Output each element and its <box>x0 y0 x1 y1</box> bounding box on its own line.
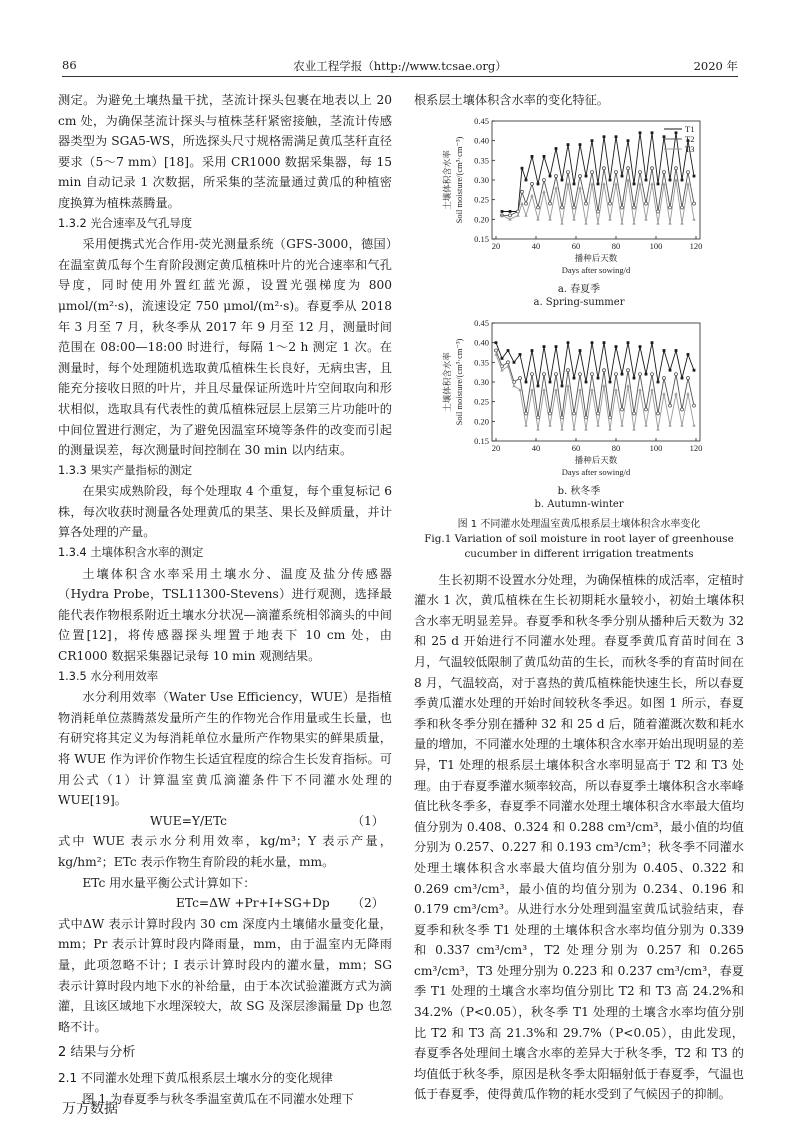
chart0-point-T1 <box>525 178 528 181</box>
chart1-point-T3 <box>578 388 581 391</box>
paragraph-fig-intro-cont: 根系层土壤体积含水率的变化特征。 <box>414 93 609 107</box>
chart0-x-tick-label: 80 <box>611 240 621 251</box>
chart1-plot-frame <box>492 323 700 441</box>
chart1-point-T3 <box>686 392 689 395</box>
chart0-point-T2 <box>597 210 600 213</box>
chart1-point-T2 <box>645 408 648 411</box>
chart1-point-T1 <box>597 376 600 379</box>
chart0-point-T2 <box>609 202 612 205</box>
chart1-y-tick-label: 0.20 <box>474 415 489 426</box>
chart0-y-axis-label-en: Soil moisture/(cm³·cm⁻³) <box>454 136 464 223</box>
chart1-point-T2 <box>549 412 552 415</box>
chart0-point-T1 <box>579 143 582 146</box>
chart1-point-T3 <box>674 392 677 395</box>
footer-watermark: 万方数据 <box>62 1101 118 1117</box>
chart1-point-T2 <box>681 408 684 411</box>
chart0-point-T3 <box>644 217 647 220</box>
chart1-point-T3 <box>524 423 527 426</box>
fig-a-caption-cn: a. 春夏季 <box>557 283 601 295</box>
chart0-point-T2 <box>669 206 672 209</box>
chart1-point-T3 <box>530 388 533 391</box>
chart0-point-T1 <box>693 174 696 177</box>
chart0-point-T3 <box>554 186 557 189</box>
chart0-point-T1 <box>615 135 618 138</box>
chart1-point-T2 <box>675 372 678 375</box>
heading-1-3-5: 1.3.5 水分利用效率 <box>58 669 159 683</box>
paragraph-yield: 在果实成熟阶段，每个处理取 4 个重复，每个重复标记 6 株，每次收获时测量各处理黄瓜的果茎、果长及鲜质量，并计算各处理的产量。 <box>58 484 392 540</box>
chart0-y-tick-label: 0.30 <box>474 174 489 185</box>
chart1-point-T3 <box>620 423 623 426</box>
chart1-point-T2 <box>495 349 498 352</box>
chart0-point-T2 <box>651 166 654 169</box>
chart0-point-T2 <box>615 170 618 173</box>
chart1-point-T3 <box>512 384 515 387</box>
chart1-point-T3 <box>680 423 683 426</box>
paragraph-fig-intro: 图 1 为春夏季与秋冬季温室黄瓜在不同灌水处理下 <box>82 1091 354 1106</box>
chart1-point-T2 <box>591 372 594 375</box>
chart0-point-T1 <box>657 182 660 185</box>
chart0-point-T2 <box>633 206 636 209</box>
chart0-point-T3 <box>578 186 581 189</box>
chart1-point-T2 <box>519 376 522 379</box>
section-heading-2: 2 结果与分析 <box>58 1045 136 1061</box>
chart1-point-T2 <box>585 415 588 418</box>
chart0-x-tick-label: 60 <box>571 240 581 251</box>
chart0-point-T2 <box>543 178 546 181</box>
chart0-point-T2 <box>693 202 696 205</box>
chart1-point-T3 <box>542 388 545 391</box>
chart1-point-T1 <box>573 376 576 379</box>
chart0-point-T1 <box>651 131 654 134</box>
chart1-point-T1 <box>531 349 534 352</box>
chart0-point-T1 <box>555 147 558 150</box>
chart0-legend-label-T1: T1 <box>685 123 695 134</box>
chart1-point-T2 <box>573 412 576 415</box>
chart0-point-T2 <box>567 170 570 173</box>
chart0-point-T3 <box>632 221 635 224</box>
chart1-point-T1 <box>615 345 618 348</box>
chart0-point-T3 <box>524 213 527 216</box>
chart1-point-T3 <box>626 384 629 387</box>
chart1-point-T1 <box>507 349 510 352</box>
chart0-y-tick-label: 0.25 <box>474 194 489 205</box>
chart0-point-T3 <box>602 182 605 185</box>
chart0-x-tick-label: 100 <box>649 240 663 251</box>
chart1-point-T1 <box>669 368 672 371</box>
chart0-point-T1 <box>663 135 666 138</box>
chart0-point-T2 <box>645 202 648 205</box>
chart1-x-tick-label: 120 <box>689 442 703 453</box>
chart1-point-T2 <box>543 372 546 375</box>
chart1-point-T1 <box>645 372 648 375</box>
chart0-point-T3 <box>536 217 539 220</box>
figure-caption-cn: 图 1 不同灌水处理温室黄瓜根系层土壤体积含水率变化 <box>457 518 701 530</box>
paragraph-wue: 水分利用效率（Water Use Efficiency，WUE）是指植物消耗单位蒸腾蒸发量所产生的作物光合作用量或生长量，也有研究将其定义为每消耗单位水量所产作物果实的鲜果质量，将 WUE 作为评价作物生长适宜程度的综合生长发育指标。可用公式（1）计算温室黄瓜滴灌条件下不同灌水处理的 WUE[19]。 <box>58 690 392 808</box>
chart0-point-T3 <box>516 213 519 216</box>
chart1-x-tick-label: 60 <box>571 442 581 453</box>
chart1-point-T3 <box>650 388 653 391</box>
chart0-point-T1 <box>669 178 672 181</box>
chart0-point-T2 <box>603 166 606 169</box>
chart1-x-axis-label-cn: 播种后天数 <box>574 455 618 466</box>
chart1-point-T1 <box>495 341 498 344</box>
chart0-point-T2 <box>585 202 588 205</box>
chart0-point-T2 <box>591 170 594 173</box>
chart0-point-T2 <box>627 166 630 169</box>
chart1-point-T2 <box>537 415 540 418</box>
paragraph-photosynthesis: 采用便携式光合作用-荧光测量系统（GFS-3000，德国）在温室黄瓜每个生育阶段测定黄瓜植株叶片的光合速率和气孔导度，同时使用外置红蓝光源，设置光强梯度为 800 μmol/(m²·s)，流速设定 750 μmol/(m²·s)。春夏季从 2018 年 3 月至 7 月，秋冬季从 2017 年 9 月至 12 月，测量时间范围在 08:00—18:00 时进行，每隔 1～2 h 测定 1 次。在测量时，每个处理随机选取黄瓜植株生长良好，无病虫害，且能充分接收日照的叶片，并且尽量保证所选叶片空间取向和形状相似，选取具有代表性的黄瓜植株冠层上层第三片功能叶的中间位置进行测定，为了避免因温室环境等条件的改变而引起的测量误差，每次测量时间控制在 30 min 以内结束。 <box>58 237 392 458</box>
chart1-y-tick-label: 0.25 <box>474 396 489 407</box>
chart1-x-tick-label: 40 <box>531 442 541 453</box>
chart0-point-T2 <box>621 206 624 209</box>
fig-a-caption-en: a. Spring-summer <box>533 296 625 308</box>
chart0-point-T1 <box>537 182 540 185</box>
heading-1-3-4: 1.3.4 土壤体积含水率的测定 <box>58 546 204 560</box>
chart0-point-T1 <box>597 182 600 185</box>
chart0-point-T1 <box>549 174 552 177</box>
chart0-point-T1 <box>509 210 512 213</box>
chart1-point-T3 <box>608 427 611 430</box>
chart0-y-tick-label: 0.40 <box>474 135 489 146</box>
chart0-y-axis-label-cn: 土壤体积含水率 <box>443 149 453 210</box>
chart0-point-T3 <box>692 217 695 220</box>
heading-2-1: 2.1 不同灌水处理下黄瓜根系层土壤水分的变化规律 <box>58 1070 333 1085</box>
chart1-point-T1 <box>639 345 642 348</box>
paragraph-soil-moisture: 土壤体积含水率采用土壤水分、温度及盐分传感器（Hydra Probe，TSL11300-Stevens）进行观测，选择最能代表作物根系附近土壤水分状况—滴灌系统相邻滴头的中间位置[12]，将传感器探头埋置于地表下 10 cm 处，由 CR1000 数据采集器记录每 10 min 观测结果。 <box>58 566 392 664</box>
chart0-point-T1 <box>567 143 570 146</box>
chart0-x-axis-label-cn: 播种后天数 <box>574 253 618 264</box>
chart1-y-axis-label-cn: 土壤体积含水率 <box>443 351 453 412</box>
paragraph-sapflow: 测定。为避免土壤热量干扰，茎流计探头包裹在地表以上 20 cm 处，为确保茎流计探头与植株茎秆紧密接触，茎流计传感器类型为 SGA5-WS，所选探头尺寸规格需满足黄瓜茎秆直径要求（5～7 mm）[18]。采用 CR1000 数据采集器，每 15 min 自动记录 1 次数据，所采集的茎流量通过黄瓜的种植密度换算为植株蒸腾量。 <box>58 93 392 210</box>
chart1-y-tick-label: 0.15 <box>474 435 489 446</box>
chart1-point-T3 <box>644 423 647 426</box>
chart0-point-T2 <box>531 182 534 185</box>
chart1-point-T3 <box>614 388 617 391</box>
figure-caption-en-line1: Fig.1 Variation of soil moisture in root layer of greenhouse <box>424 532 734 545</box>
chart0-point-T1 <box>573 182 576 185</box>
chart1-point-T1 <box>555 345 558 348</box>
chart0-point-T2 <box>549 202 552 205</box>
equation-1 <box>58 811 392 832</box>
chart1-point-T2 <box>597 412 600 415</box>
chart1-y-tick-label: 0.40 <box>474 337 489 348</box>
chart1-point-T1 <box>621 372 624 375</box>
chart-spring-summer <box>414 111 744 283</box>
chart1-point-T3 <box>548 423 551 426</box>
chart0-point-T1 <box>521 166 524 169</box>
chart1-x-tick-label: 100 <box>649 442 663 453</box>
chart0-point-T2 <box>573 206 576 209</box>
chart1-point-T1 <box>603 341 606 344</box>
chart0-point-T1 <box>639 131 642 134</box>
chart0-point-T3 <box>542 190 545 193</box>
chart0-point-T3 <box>656 221 659 224</box>
chart1-point-T1 <box>513 361 516 364</box>
chart0-point-T3 <box>596 221 599 224</box>
paragraph-eq1-legend: 式中 WUE 表示水分利用效率，kg/m³；Y 表示产量，kg/hm²；ETc 表示作物生育阶段的耗水量，mm。 <box>58 834 392 869</box>
chart1-point-T1 <box>501 357 504 360</box>
chart0-y-tick-label: 0.20 <box>474 213 489 224</box>
chart0-point-T3 <box>650 182 653 185</box>
chart1-point-T3 <box>590 388 593 391</box>
chart0-point-T3 <box>548 217 551 220</box>
chart0-point-T3 <box>668 221 671 224</box>
chart1-y-tick-label: 0.30 <box>474 376 489 387</box>
chart1-point-T3 <box>602 384 605 387</box>
chart0-point-T1 <box>603 135 606 138</box>
chart1-point-T2 <box>567 368 570 371</box>
chart0-y-tick-label: 0.45 <box>474 115 489 126</box>
chart0-point-T2 <box>687 170 690 173</box>
chart0-legend-label-T3: T3 <box>685 143 695 154</box>
chart0-point-T3 <box>680 221 683 224</box>
chart0-point-T3 <box>638 182 641 185</box>
chart0-point-T3 <box>584 221 587 224</box>
chart1-point-T2 <box>633 412 636 415</box>
chart1-point-T1 <box>579 349 582 352</box>
chart1-point-T2 <box>663 376 666 379</box>
chart1-point-T1 <box>633 376 636 379</box>
fig-b-caption-cn: b. 秋冬季 <box>557 485 601 497</box>
heading-1-3-2: 1.3.2 光合速率及气孔导度 <box>58 216 193 230</box>
equation-1-number: （1） <box>351 813 384 828</box>
chart1-point-T1 <box>585 380 588 383</box>
chart0-point-T1 <box>681 178 684 181</box>
chart1-point-T1 <box>627 341 630 344</box>
chart1-point-T1 <box>681 376 684 379</box>
chart0-point-T1 <box>633 182 636 185</box>
chart1-point-T3 <box>572 427 575 430</box>
chart0-point-T1 <box>621 174 624 177</box>
figure-caption <box>414 517 744 562</box>
chart1-point-T1 <box>663 349 666 352</box>
chart1-point-T3 <box>668 423 671 426</box>
paragraph-etc: ETc 用水量平衡公式计算如下： <box>82 875 256 890</box>
chart0-y-tick-label: 0.15 <box>474 233 489 244</box>
chart0-point-T3 <box>620 221 623 224</box>
chart1-point-T1 <box>693 368 696 371</box>
chart1-point-T2 <box>615 372 618 375</box>
chart1-point-T1 <box>543 345 546 348</box>
chart1-point-T2 <box>687 376 690 379</box>
chart1-point-T3 <box>560 427 563 430</box>
chart1-point-T1 <box>675 349 678 352</box>
chart1-point-T2 <box>669 404 672 407</box>
paragraph-eq2-legend: 式中ΔW 表示计算时段内 30 cm 深度内土壤储水量变化量，mm；Pr 表示计算时段内降雨量，mm，由于温室内无降雨量，此项忽略不计；I 表示计算时段内的灌水量，mm；SG 表示计算时段内地下水的补给量，由于本次试验灌溉方式为滴灌，且该区域地下水埋深较大，故 SG 及深层渗漏量 Dp 也忽略不计。 <box>58 916 392 1034</box>
chart0-point-T3 <box>572 217 575 220</box>
chart1-x-tick-label: 80 <box>611 442 621 453</box>
chart1-point-T3 <box>596 423 599 426</box>
chart1-point-T1 <box>525 380 528 383</box>
chart0-point-T2 <box>525 202 528 205</box>
chart1-point-T3 <box>566 384 569 387</box>
chart1-point-T1 <box>657 380 660 383</box>
chart0-x-tick-label: 40 <box>531 240 541 251</box>
chart1-point-T3 <box>584 427 587 430</box>
chart0-point-T2 <box>663 170 666 173</box>
right-column <box>414 90 744 1105</box>
chart0-point-T2 <box>675 166 678 169</box>
chart1-point-T2 <box>693 404 696 407</box>
chart1-point-T1 <box>561 384 564 387</box>
figure-caption-en-line2: cucumber in different irrigation treatments <box>464 547 694 560</box>
chart1-point-T2 <box>603 368 606 371</box>
left-column <box>58 90 392 1109</box>
chart0-point-T2 <box>579 174 582 177</box>
chart1-point-T2 <box>627 368 630 371</box>
chart0-point-T1 <box>675 131 678 134</box>
chart1-point-T3 <box>656 427 659 430</box>
page-number: 86 <box>62 58 77 72</box>
chart0-legend-label-T2: T2 <box>685 133 695 144</box>
chart0-point-T1 <box>591 139 594 142</box>
journal-name: 农业工程学报（http://www.tcsae.org） <box>293 59 507 73</box>
chart1-point-T3 <box>536 427 539 430</box>
chart1-y-tick-label: 0.35 <box>474 356 489 367</box>
chart0-point-T1 <box>543 155 546 158</box>
chart1-point-T1 <box>651 341 654 344</box>
chart0-point-T1 <box>627 139 630 142</box>
chart1-y-tick-label: 0.45 <box>474 317 489 328</box>
chart1-point-T2 <box>621 408 624 411</box>
chart0-point-T1 <box>645 178 648 181</box>
chart0-point-T2 <box>537 206 540 209</box>
chart0-point-T1 <box>585 174 588 177</box>
chart1-x-axis-label-en: Days after sowing/d <box>561 466 631 477</box>
chart0-point-T2 <box>509 213 512 216</box>
chart1-point-T2 <box>579 372 582 375</box>
chart1-point-T2 <box>639 372 642 375</box>
chart1-point-T2 <box>531 372 534 375</box>
fig-b-caption-en: b. Autumn-winter <box>534 498 624 510</box>
paragraph-results: 生长初期不设置水分处理，为确保植株的成活率，定植时灌水 1 次，黄瓜植株在生长初期耗水量较小，初始土壤体积含水率无明显差异。春夏季和秋冬季分别从播种后天数为 32 和 25 d 开始进行不同灌水处理。春夏季黄瓜育苗时间在 3 月，气温较低限制了黄瓜幼苗的生长，而秋冬季的育苗时间在 8 月，气温较高，对于喜热的黄瓜植株能快速生长，所以春夏季黄瓜灌水处理的开始时间较秋冬季迟。如图 1 所示，春夏季和秋冬季分别在播种 32 和 25 d 后，随着灌溉次数和耗水量的增加，不同灌水处理的土壤体积含水率开始出现明显的差异，T1 处理的根系层土壤体积含水率明显高于 T2 和 T3 处理。由于春夏季灌水频率较高，所以春夏季土壤体积含水率峰值比秋冬季多，春夏季不同灌水处理土壤体积含水率最大值均值分别为 0.408、0.324 和 0.288 cm³/cm³，最小值的均值分别为 0.257、0.227 和 0.193 cm³/cm³；秋冬季不同灌水处理土壤体积含水率最大值均值分别为 0.405、0.322 和 0.269 cm³/cm³，最小值的均值分别为 0.234、0.196 和 0.179 cm³/cm³。从进行水分处理到温室黄瓜试验结束，春夏季和秋冬季 T1 处理的土壤体积含水率均值分别为 0.339 和 0.337 cm³/cm³，T2 处理分别为 0.257 和 0.265 cm³/cm³，T3 处理分别为 0.223 和 0.237 cm³/cm³，春夏季 T1 处理的土壤含水率均值分别比 T2 和 T3 高 24.2%和 34.2%（P<0.05），秋冬季 T1 处理的土壤含水率均值分别比 T2 和 T3 高 21.3%和 29.7%（P<0.05），由此发现，春夏季各处理间土壤含水率的差异大于秋冬季，T2 和 T3 的均值低于秋冬季，原因是秋冬季太阳辐射低于春夏季，气温也低于春夏季，使得黄瓜作物的耗水受到了气候因子的抑制。 <box>414 572 744 1102</box>
equation-2 <box>58 893 392 914</box>
chart1-y-axis-label-en: Soil moisture/(cm³·cm⁻³) <box>454 338 464 425</box>
chart-autumn-winter <box>414 313 744 485</box>
chart0-point-T3 <box>686 182 689 185</box>
chart1-point-T2 <box>555 372 558 375</box>
chart0-point-T2 <box>521 190 524 193</box>
page-header <box>62 58 738 77</box>
chart0-point-T3 <box>614 182 617 185</box>
equation-2-number: （2） <box>351 896 384 911</box>
chart0-point-T1 <box>501 210 504 213</box>
chart1-point-T1 <box>549 380 552 383</box>
chart1-point-T3 <box>554 388 557 391</box>
chart0-point-T3 <box>560 221 563 224</box>
chart1-point-T1 <box>687 353 690 356</box>
chart0-point-T3 <box>520 201 523 204</box>
chart1-point-T3 <box>632 427 635 430</box>
chart1-point-T3 <box>662 392 665 395</box>
chart0-point-T2 <box>657 210 660 213</box>
chart1-point-T2 <box>651 372 654 375</box>
chart1-point-T2 <box>525 412 528 415</box>
chart0-point-T3 <box>530 194 533 197</box>
chart0-point-T2 <box>561 206 564 209</box>
chart1-x-tick-label: 20 <box>491 442 501 453</box>
chart0-point-T2 <box>555 174 558 177</box>
chart0-point-T3 <box>608 217 611 220</box>
chart0-x-axis-label-en: Days after sowing/d <box>561 264 631 275</box>
chart1-point-T1 <box>591 341 594 344</box>
equation-1-expression: WUE=Y/ETc <box>150 813 227 828</box>
chart0-x-tick-label: 120 <box>689 240 703 251</box>
chart0-point-T3 <box>566 182 569 185</box>
chart0-point-T1 <box>531 155 534 158</box>
chart0-point-T1 <box>561 178 564 181</box>
chart1-point-T2 <box>657 412 660 415</box>
chart0-point-T2 <box>639 170 642 173</box>
figure-1 <box>414 111 744 562</box>
chart1-point-T1 <box>609 380 612 383</box>
chart1-point-T2 <box>507 360 510 363</box>
chart0-point-T2 <box>681 206 684 209</box>
publication-year: 2020 年 <box>693 59 738 73</box>
chart1-point-T3 <box>638 388 641 391</box>
chart1-point-T3 <box>692 423 695 426</box>
heading-1-3-3: 1.3.3 果实产量指标的测定 <box>58 463 193 477</box>
equation-2-expression: ETc=ΔW +Pr+I+SG+Dp <box>176 896 330 911</box>
chart1-point-T1 <box>519 353 522 356</box>
chart0-y-tick-label: 0.35 <box>474 154 489 165</box>
chart1-point-T1 <box>537 384 540 387</box>
chart0-point-T1 <box>609 178 612 181</box>
chart0-x-tick-label: 20 <box>491 240 501 251</box>
chart1-point-T1 <box>567 341 570 344</box>
